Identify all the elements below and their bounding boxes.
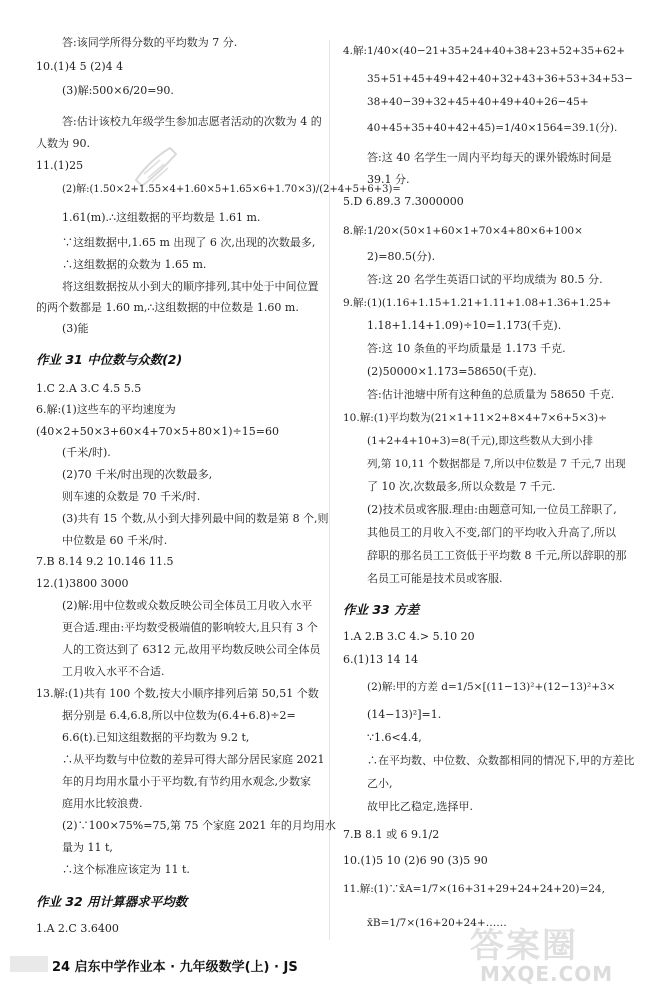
- answer-line: (14−13)²]=1.: [367, 708, 442, 721]
- page-number-bar: [10, 956, 48, 972]
- answer-line: x̄B=1/7×(16+20+24+……: [367, 917, 507, 929]
- answer-line: 答:该同学所得分数的平均数为 7 分.: [62, 36, 238, 49]
- answer-line: 答:这 40 名学生一周内平均每天的课外锻炼时间是: [367, 151, 612, 164]
- answer-line: 的两个数都是 1.60 m,∴这组数据的中位数是 1.60 m.: [36, 301, 299, 314]
- answer-line: ∵这组数据中,1.65 m 出现了 6 次,出现的次数最多,: [62, 236, 316, 249]
- answer-line: 答:估计池塘中所有这种鱼的总质量为 58650 千克.: [367, 388, 615, 401]
- answer-line: (2)技术员或客服.理由:由题意可知,一位员工辞职了,: [367, 503, 617, 516]
- answer-line: (2)解:甲的方差 d=1/5×[(11−13)²+(12−13)²+3×: [367, 681, 616, 693]
- answer-line: 了 10 次,次数最多,所以众数是 7 千元.: [367, 480, 556, 493]
- answer-line: 将这组数据按从小到大的顺序排列,其中处于中间位置: [62, 280, 319, 293]
- answer-line: 更合适.理由:平均数受极端值的影响较大,且只有 3 个: [62, 621, 318, 634]
- answer-line: 2)=80.5(分).: [367, 250, 436, 263]
- answer-line: (2)70 千米/时出现的次数最多,: [62, 468, 213, 481]
- answer-line: 年的月均用水量小于平均数,有节约用水观念,少数家: [62, 775, 311, 788]
- answer-line: 10.解:(1)平均数为(21×1+11×2+8×4+7×6+5×3)÷: [343, 412, 607, 424]
- answer-line: 1.61(m).∴这组数据的平均数是 1.61 m.: [62, 211, 261, 224]
- answer-line: (2)50000×1.173=58650(千克).: [367, 365, 537, 378]
- answer-line: (2)∵100×75%=75,第 75 个家庭 2021 年的月均用水: [62, 819, 336, 832]
- answer-line: ∴在平均数、中位数、众数都相同的情况下,甲的方差比: [367, 754, 635, 767]
- answer-line: 答:估计该校九年级学生参加志愿者活动的次数为 4 的: [62, 115, 322, 128]
- answer-line: 乙小,: [367, 777, 393, 790]
- answer-line: 人数为 90.: [36, 137, 90, 150]
- answer-line: 名员工可能是技术员或客服.: [367, 572, 503, 585]
- answer-line: (3)能: [62, 322, 89, 335]
- answer-line: (2)解:用中位数或众数反映公司全体员工月收入水平: [62, 599, 313, 612]
- answer-line: ∴从平均数与中位数的差异可得大部分居民家庭 2021: [62, 753, 325, 766]
- answer-line: 1.C 2.A 3.C 4.5 5.5: [36, 382, 142, 395]
- page-footer: 24 启东中学作业本 · 九年级数学(上) · JS: [52, 960, 298, 975]
- answer-line: 据分别是 6.4,6.8,所以中位数为(6.4+6.8)÷2=: [62, 709, 296, 722]
- answer-line: 1.A 2.C 3.6400: [36, 922, 119, 935]
- answer-line: 辞职的那名员工工资低于平均数 8 千元,所以辞职的那: [367, 549, 627, 562]
- answer-line: ∴这组数据的众数为 1.65 m.: [62, 258, 207, 271]
- column-divider: [329, 40, 330, 940]
- section-heading: 作业 32 用计算器求平均数: [36, 894, 188, 909]
- answer-line: 12.(1)3800 3000: [36, 577, 129, 590]
- answer-line: 7.B 8.14 9.2 10.146 11.5: [36, 555, 174, 568]
- answer-line: 4.解:1/40×(40−21+35+24+40+38+23+52+35+62+: [343, 45, 626, 57]
- answer-line: 庭用水比较浪费.: [62, 797, 143, 810]
- answer-line: 35+51+45+49+42+40+32+43+36+53+34+53−: [367, 73, 633, 85]
- answer-line: 7.B 8.1 或 6 9.1/2: [343, 828, 440, 841]
- watermark-url: MXQE.COM: [480, 962, 614, 986]
- answer-line: 6.解:(1)这些车的平均速度为: [36, 403, 176, 416]
- answer-line: 38+40−39+32+45+40+49+40+26−45+: [367, 96, 589, 108]
- answer-line: 5.D 6.89.3 7.3000000: [343, 195, 464, 208]
- section-heading: 作业 31 中位数与众数(2): [36, 352, 183, 367]
- answer-line: 40+45+35+40+42+45)=1/40×1564=39.1(分).: [367, 122, 618, 134]
- answer-line: 列,第 10,11 个数据都是 7,所以中位数是 7 千元,7 出现: [367, 458, 626, 470]
- answer-line: 人的工资达到了 6312 元,故用平均数反映公司全体员: [62, 643, 321, 656]
- answer-line: 故甲比乙稳定,选择甲.: [367, 800, 473, 813]
- answer-line: 则车速的众数是 70 千米/时.: [62, 490, 201, 503]
- answer-line: 其他员工的月收入不变,部门的平均收入升高了,所以: [367, 526, 616, 539]
- answer-line: (1+2+4+10+3)=8(千元),即这些数从大到小排: [367, 435, 593, 447]
- answer-line: 10.(1)4 5 (2)4 4: [36, 60, 124, 73]
- answer-line: 10.(1)5 10 (2)6 90 (3)5 90: [343, 854, 488, 867]
- answer-line: 13.解:(1)共有 100 个数,按大小顺序排列后第 50,51 个数: [36, 687, 319, 700]
- answer-line: (千米/时).: [62, 446, 111, 459]
- answer-line: 6.(1)13 14 14: [343, 653, 419, 666]
- answer-line: 答:这 10 条鱼的平均质量是 1.173 千克.: [367, 342, 566, 355]
- answer-line: 1.A 2.B 3.C 4.> 5.10 20: [343, 630, 475, 643]
- answer-line: 11.(1)25: [36, 159, 84, 172]
- answer-line: 39.1 分.: [367, 173, 410, 186]
- answer-line: 量为 11 t,: [62, 841, 113, 854]
- answer-line: 11.解:(1)∵x̄A=1/7×(16+31+29+24+24+20)=24,: [343, 883, 605, 895]
- answer-line: 中位数是 60 千米/时.: [62, 534, 168, 547]
- answer-line: ∵1.6<4.4,: [367, 731, 422, 744]
- answer-line: 工月收入水平不合适.: [62, 665, 165, 678]
- answer-line: 1.18+1.14+1.09)÷10=1.173(千克).: [367, 319, 562, 332]
- section-heading: 作业 33 方差: [343, 602, 420, 617]
- answer-line: (3)共有 15 个数,从小到大排列最中间的数是第 8 个,则: [62, 512, 329, 525]
- answer-line: (3)解:500×6/20=90.: [62, 84, 174, 97]
- answer-line: 8.解:1/20×(50×1+60×1+70×4+80×6+100×: [343, 225, 583, 237]
- answer-line: 6.6(t).已知这组数据的平均数为 9.2 t,: [62, 731, 250, 744]
- answer-line: (40×2+50×3+60×4+70×5+80×1)÷15=60: [36, 425, 279, 438]
- watermark: 答案圈: [470, 926, 578, 966]
- answer-line: (2)解:(1.50×2+1.55×4+1.60×5+1.65×6+1.70×3)/(2+4+5+6+3)=: [62, 184, 401, 195]
- answer-line: 9.解:(1)(1.16+1.15+1.21+1.11+1.08+1.36+1.25+: [343, 297, 612, 309]
- answer-line: 答:这 20 名学生英语口试的平均成绩为 80.5 分.: [367, 273, 603, 286]
- answer-line: ∴这个标准应该定为 11 t.: [62, 863, 190, 876]
